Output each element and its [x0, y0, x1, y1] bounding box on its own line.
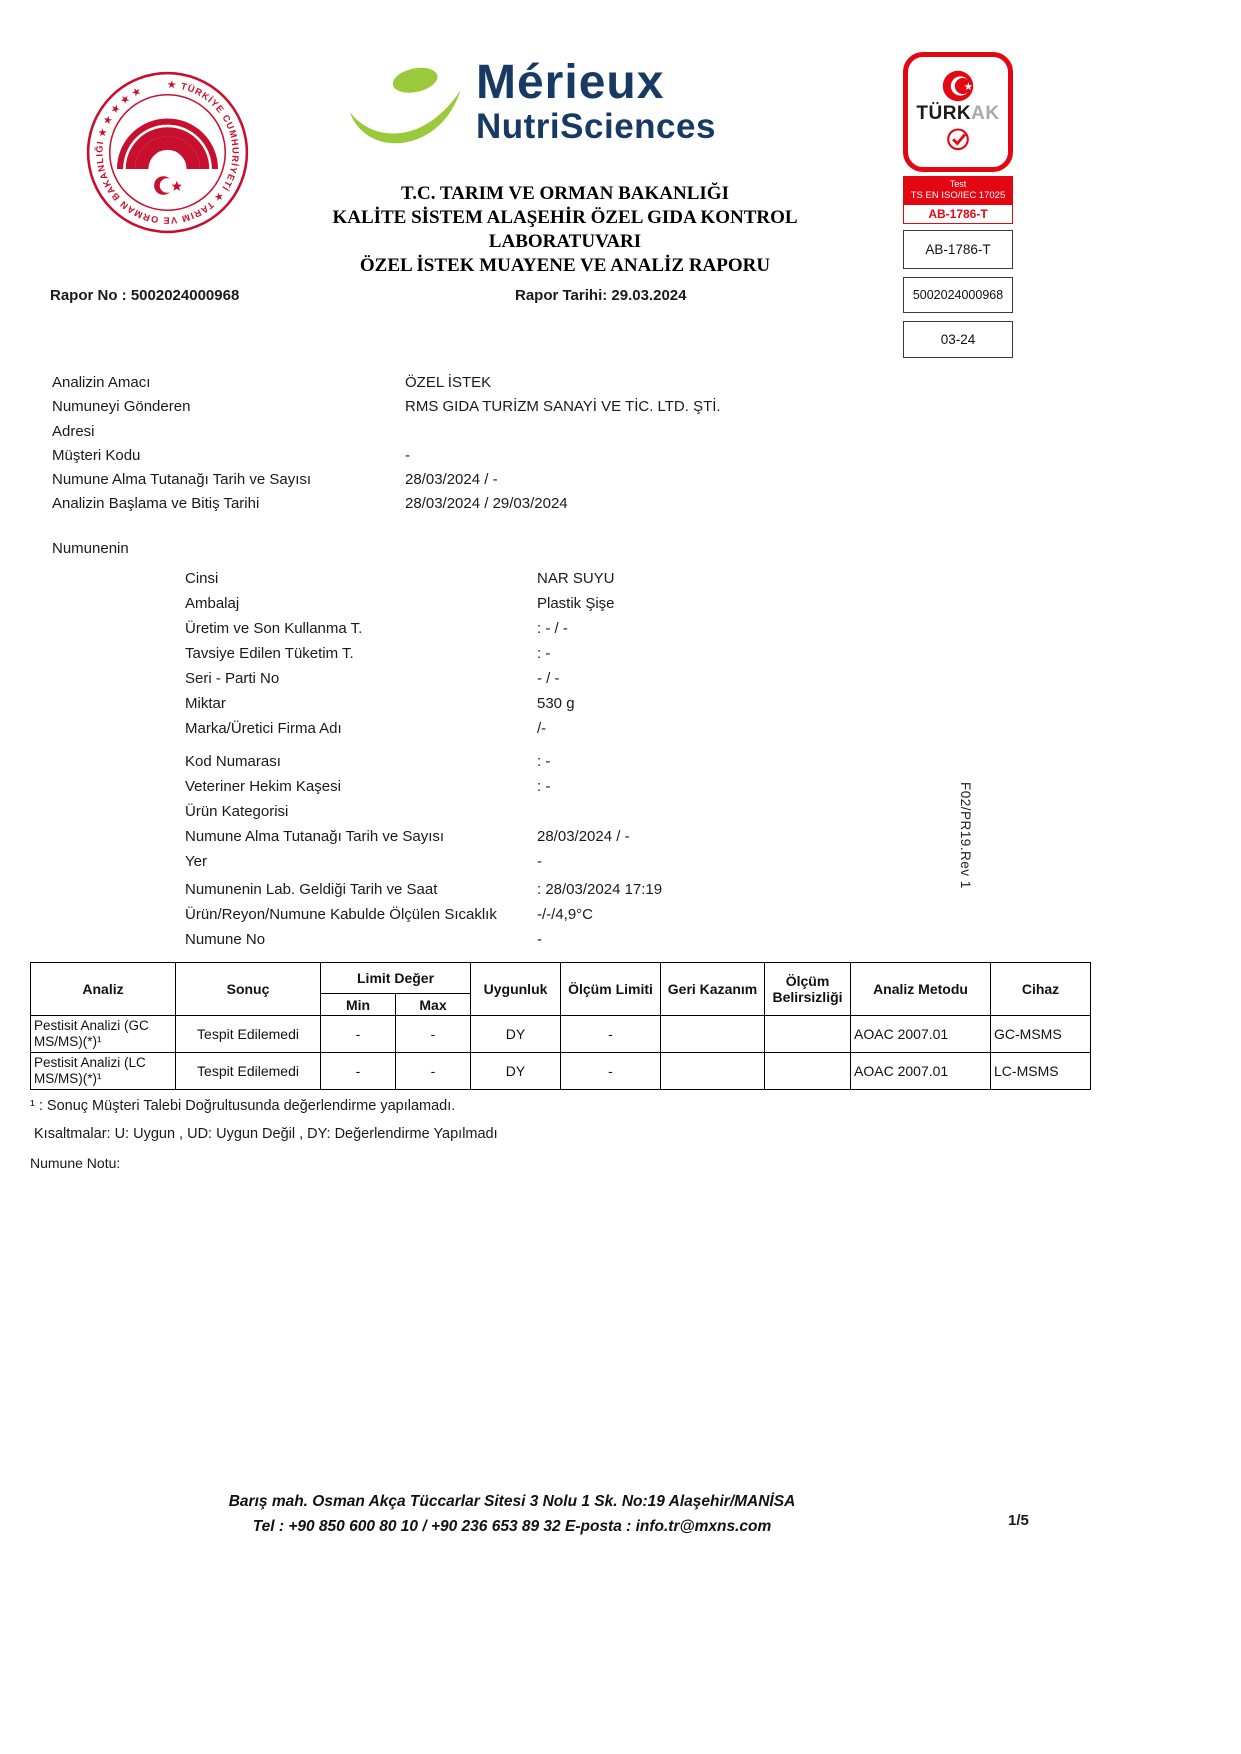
turkak-card [903, 52, 1013, 172]
col-header-olcum-limiti: Ölçüm Limiti [561, 963, 661, 1016]
cell-min: - [321, 1016, 396, 1053]
turkak-standard-box [903, 176, 1013, 204]
merieux-swoosh-icon [348, 66, 466, 158]
sample-row [185, 778, 985, 803]
col-header-olcum-belirsizligi: Ölçüm Belirsizliği [765, 963, 851, 1016]
field-value: /- [537, 720, 547, 737]
cell-uygunluk: DY [471, 1016, 561, 1053]
cell-olcum-limiti: - [561, 1053, 661, 1090]
turkak-brand-ak: AK [971, 103, 1000, 124]
field-value: : - / - [537, 620, 568, 637]
title-line-3: LABORATUVARI [488, 231, 642, 252]
merieux-brand-name: Mérieux [476, 56, 665, 109]
accreditation-no-box: AB-1786-T [903, 230, 1013, 269]
table-row [31, 1016, 1091, 1053]
field-label: Numune Alma Tutanağı Tarih ve Sayısı [185, 828, 445, 845]
field-label: Numuneyi Gönderen [52, 398, 191, 416]
sample-row [185, 670, 985, 695]
svg-text:★ TÜRKİYE CUMHURİYETİ ★ TARIM [93, 79, 240, 225]
col-header-sonuc: Sonuç [176, 963, 321, 1016]
ministry-ring-text: ★ TÜRKİYE CUMHURİYETİ ★ TARIM VE ORMAN BAKANLIĞI ★ ★ ★ ★ ★ [94, 79, 241, 226]
footer-contact: Tel : +90 850 600 80 10 / +90 236 653 89 32 E-posta : info.tr@mxns.com [252, 1518, 772, 1535]
results-table [30, 962, 1091, 1090]
col-header-uygunluk: Uygunluk [471, 963, 561, 1016]
field-label: Müşteri Kodu [52, 446, 141, 464]
turkak-logo [903, 52, 1013, 224]
col-header-limit-deger: Limit Değer [321, 963, 471, 994]
field-value: 28/03/2024 / - [537, 828, 630, 845]
sample-row [185, 595, 985, 620]
turkak-crescent-star-icon [942, 70, 974, 102]
field-value: : - [537, 645, 551, 662]
report-date: Rapor Tarihi: 29.03.2024 [515, 287, 687, 304]
field-value: -/-/4,9°C [537, 906, 594, 923]
sample-row [185, 570, 985, 595]
sample-row [185, 753, 985, 778]
field-label: Adresi [52, 422, 95, 440]
field-value: Plastik Şişe [537, 595, 615, 612]
form-reference-vertical: F02/PR19.Rev 1 [958, 782, 973, 889]
turkak-brand-turk: TÜRK [916, 103, 972, 124]
cell-max: - [396, 1016, 471, 1053]
info-row [52, 374, 952, 398]
sample-info-section [185, 570, 985, 956]
info-row [52, 447, 952, 471]
cell-sonuc: Tespit Edilemedi [176, 1053, 321, 1090]
turkak-accreditation-no: AB-1786-T [903, 204, 1013, 224]
field-value: NAR SUYU [537, 570, 615, 587]
field-value: ÖZEL İSTEK [405, 374, 492, 391]
table-row [31, 1053, 1091, 1090]
footnote-result-note: ¹ : Sonuç Müşteri Talebi Doğrultusunda değerlendirme yapılamadı. [30, 1098, 456, 1114]
field-value: RMS GIDA TURİZM SANAYİ VE TİC. LTD. ŞTİ. [405, 398, 721, 416]
sample-note-label: Numune Notu: [30, 1155, 121, 1171]
field-label: Numune Alma Tutanağı Tarih ve Sayısı [52, 471, 312, 489]
report-number: Rapor No : 5002024000968 [50, 287, 240, 304]
field-label: Marka/Üretici Firma Adı [185, 720, 342, 737]
col-header-analiz-metodu: Analiz Metodu [851, 963, 991, 1016]
field-label: Kod Numarası [185, 753, 281, 770]
field-value: : - [537, 753, 551, 770]
info-row [52, 398, 952, 422]
cell-analiz-metodu: AOAC 2007.01 [851, 1053, 991, 1090]
field-value: - [537, 931, 542, 948]
turkak-standard-label: TS EN ISO/IEC 17025 [910, 190, 1006, 201]
cell-olcum-belirsizligi [765, 1016, 851, 1053]
field-label: Seri - Parti No [185, 670, 280, 687]
cell-min: - [321, 1053, 396, 1090]
sample-row [185, 853, 985, 878]
ministry-emblem-icon [85, 70, 250, 235]
sample-row [185, 906, 985, 931]
title-line-1: T.C. TARIM VE ORMAN BAKANLIĞI [401, 183, 729, 204]
sample-section-heading: Numunenin [52, 540, 129, 557]
field-label: Yer [185, 853, 207, 870]
sample-row [185, 931, 985, 956]
field-value: - [537, 853, 542, 870]
field-label: Ambalaj [185, 595, 240, 612]
field-value: 28/03/2024 / - [405, 471, 498, 489]
field-value: : - [537, 778, 551, 795]
cell-cihaz: LC-MSMS [991, 1053, 1091, 1090]
sample-row [185, 828, 985, 853]
col-header-cihaz: Cihaz [991, 963, 1091, 1016]
col-header-min: Min [321, 994, 396, 1016]
cell-analiz: Pestisit Analizi (GC MS/MS)(*)¹ [31, 1016, 176, 1053]
field-label: Analizin Amacı [52, 374, 151, 391]
sample-row [185, 695, 985, 720]
footnote-abbreviations: Kısaltmalar: U: Uygun , UD: Uygun Değil , DY: Değerlendirme Yapılmadı [34, 1126, 498, 1142]
col-header-geri-kazanim: Geri Kazanım [661, 963, 765, 1016]
footer-address: Barış mah. Osman Akça Tüccarlar Sitesi 3 Nolu 1 Sk. No:19 Alaşehir/MANİSA [228, 1493, 796, 1510]
turkak-brand-name [916, 104, 999, 124]
cell-geri-kazanim [661, 1016, 765, 1053]
cell-analiz: Pestisit Analizi (LC MS/MS)(*)¹ [31, 1053, 176, 1090]
field-label: Ürün Kategorisi [185, 803, 289, 820]
page-number: 1/5 [1008, 1512, 1029, 1529]
field-value: - / - [537, 670, 560, 687]
sample-row [185, 645, 985, 670]
info-row [52, 495, 952, 519]
field-value: : 28/03/2024 17:19 [537, 881, 663, 898]
col-header-max: Max [396, 994, 471, 1016]
sample-row [185, 620, 985, 645]
info-row [52, 471, 952, 495]
cell-cihaz: GC-MSMS [991, 1016, 1091, 1053]
field-label: Veteriner Hekim Kaşesi [185, 778, 341, 795]
field-value: 28/03/2024 / 29/03/2024 [405, 495, 568, 513]
sample-row [185, 803, 985, 828]
document-title [240, 182, 890, 278]
merieux-logo [348, 58, 716, 158]
field-label: Numunenin Lab. Geldiği Tarih ve Saat [185, 881, 438, 898]
turkak-check-icon [944, 126, 972, 154]
info-row [52, 423, 952, 447]
field-value: - [405, 446, 410, 464]
cell-olcum-belirsizligi [765, 1053, 851, 1090]
sample-row [185, 881, 985, 906]
merieux-brand-subname: NutriSciences [476, 107, 716, 146]
report-no-box: 5002024000968 [903, 277, 1013, 313]
field-label: Numune No [185, 931, 266, 948]
turkak-test-label: Test [949, 179, 967, 189]
field-label: Cinsi [185, 570, 219, 587]
field-label: Miktar [185, 695, 226, 712]
cell-uygunluk: DY [471, 1053, 561, 1090]
general-info-section [52, 374, 952, 520]
sample-row [185, 720, 985, 745]
title-line-4: ÖZEL İSTEK MUAYENE VE ANALİZ RAPORU [359, 255, 771, 276]
title-line-2: KALİTE SİSTEM ALAŞEHİR ÖZEL GIDA KONTROL [332, 207, 798, 228]
field-label: Tavsiye Edilen Tüketim T. [185, 645, 354, 662]
ministry-emblem-svg [85, 70, 250, 235]
field-value: 530 g [537, 695, 575, 712]
col-header-analiz: Analiz [31, 963, 176, 1016]
field-label: Analizin Başlama ve Bitiş Tarihi [52, 495, 260, 513]
cell-max: - [396, 1053, 471, 1090]
field-label: Üretim ve Son Kullanma T. [185, 620, 363, 637]
cell-geri-kazanim [661, 1053, 765, 1090]
date-code-box: 03-24 [903, 321, 1013, 358]
field-label: Ürün/Reyon/Numune Kabulde Ölçülen Sıcaklık [185, 906, 497, 923]
footer [0, 1489, 1024, 1539]
cell-analiz-metodu: AOAC 2007.01 [851, 1016, 991, 1053]
cell-sonuc: Tespit Edilemedi [176, 1016, 321, 1053]
cell-olcum-limiti: - [561, 1016, 661, 1053]
